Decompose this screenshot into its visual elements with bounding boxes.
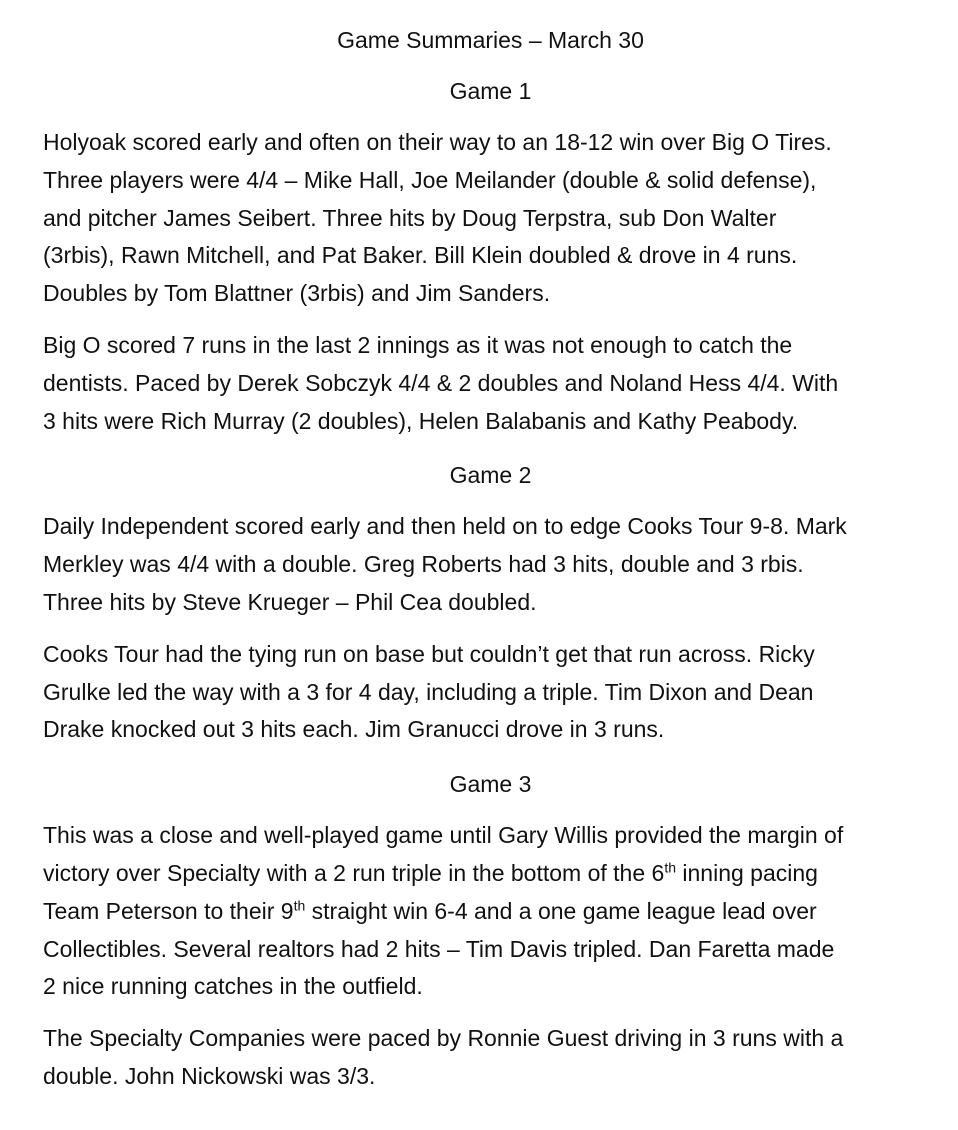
text-line bbox=[43, 893, 938, 931]
game-2-section bbox=[43, 459, 938, 749]
game-3-paragraph-2 bbox=[43, 1020, 938, 1096]
game-2-paragraph-2 bbox=[43, 636, 938, 749]
text-line: Grulke led the way with a 3 for 4 day, including a triple. Tim Dixon and Dean bbox=[43, 678, 814, 705]
text-line: 3 hits were Rich Murray (2 doubles), Helen Balabanis and Kathy Peabody. bbox=[43, 407, 799, 434]
game-3-section bbox=[43, 768, 938, 1096]
text-line: Cooks Tour had the tying run on base but couldn’t get that run across. Ricky bbox=[43, 640, 815, 667]
document-title: Game Summaries – March 30 bbox=[337, 27, 644, 53]
game-2-paragraph-1 bbox=[43, 508, 938, 621]
text-line: Doubles by Tom Blattner (3rbis) and Jim Sanders. bbox=[43, 280, 551, 307]
text-line: Merkley was 4/4 with a double. Greg Roberts had 3 hits, double and 3 rbis. bbox=[43, 551, 804, 578]
game-3-paragraph-1 bbox=[43, 817, 938, 1006]
text-line: This was a close and well-played game until Gary Willis provided the margin of bbox=[43, 822, 844, 849]
text-line: Three players were 4/4 – Mike Hall, Joe Meilander (double & solid defense), bbox=[43, 166, 817, 193]
game-1-paragraph-2 bbox=[43, 327, 938, 440]
text-line: Holyoak scored early and often on their way to an 18-12 win over Big O Tires. bbox=[43, 129, 832, 155]
text-run: victory over Specialty with a 2 run triple in the bottom of the 6 bbox=[43, 859, 665, 886]
text-run: straight win 6-4 and a one game league lead over bbox=[305, 897, 817, 924]
text-line: The Specialty Companies were paced by Ronnie Guest driving in 3 runs with a bbox=[43, 1025, 844, 1052]
text-line: 2 nice running catches in the outfield. bbox=[43, 973, 423, 1000]
text-line: Three hits by Steve Krueger – Phil Cea doubled. bbox=[43, 588, 537, 615]
text-line: double. John Nickowski was 3/3. bbox=[43, 1062, 376, 1089]
text-run: inning pacing bbox=[676, 859, 818, 886]
text-line: Daily Independent scored early and then held on to edge Cooks Tour 9-8. Mark bbox=[43, 513, 847, 540]
game-3-heading: Game 3 bbox=[449, 771, 532, 798]
text-line: and pitcher James Seibert. Three hits by Doug Terpstra, sub Don Walter bbox=[43, 204, 777, 231]
text-line: Big O scored 7 runs in the last 2 innings as it was not enough to catch the bbox=[43, 331, 793, 358]
game-2-heading: Game 2 bbox=[449, 462, 532, 489]
ordinal-superscript: th bbox=[664, 859, 676, 876]
text-line bbox=[43, 855, 938, 893]
ordinal-superscript: th bbox=[293, 897, 306, 914]
text-line: (3rbis), Rawn Mitchell, and Pat Baker. Bill Klein doubled & drove in 4 runs. bbox=[43, 242, 798, 269]
text-line: dentists. Paced by Derek Sobczyk 4/4 & 2 doubles and Noland Hess 4/4. With bbox=[43, 369, 839, 396]
game-1-section bbox=[43, 75, 938, 440]
game-1-paragraph-1 bbox=[43, 124, 938, 313]
text-line: Drake knocked out 3 hits each. Jim Granucci drove in 3 runs. bbox=[43, 716, 665, 743]
text-run: Team Peterson to their 9 bbox=[43, 897, 294, 924]
text-line: Collectibles. Several realtors had 2 hits – Tim Davis tripled. Dan Faretta made bbox=[43, 935, 835, 962]
game-1-heading: Game 1 bbox=[449, 78, 532, 104]
